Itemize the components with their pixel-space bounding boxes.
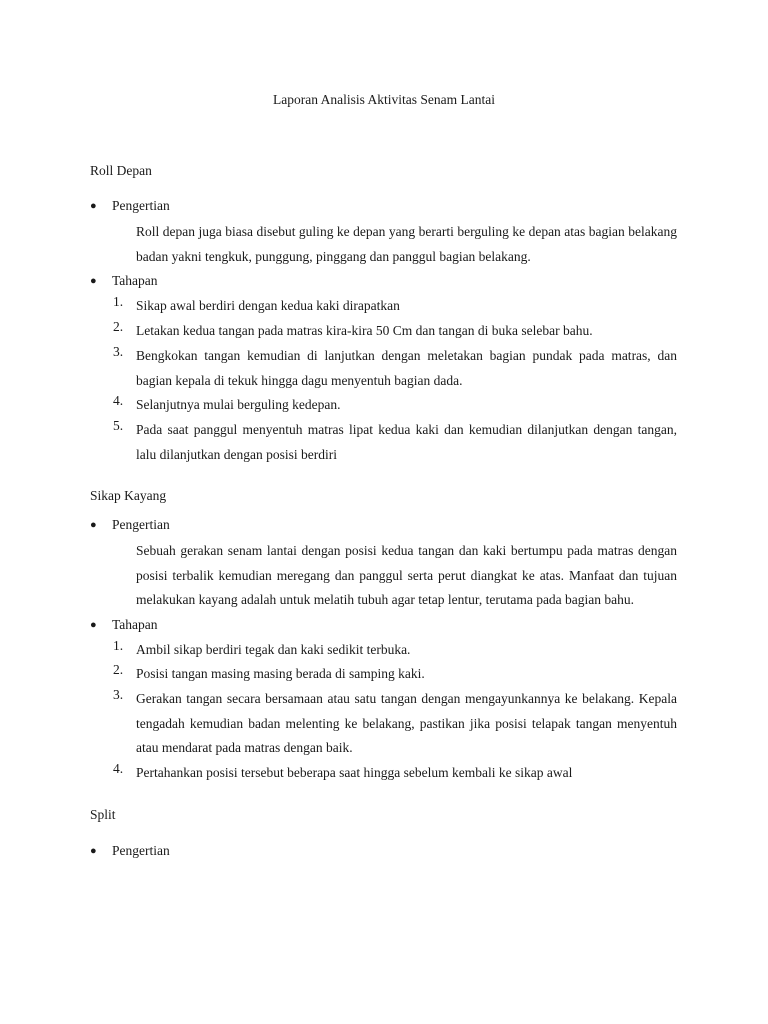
step-text: Letakan kedua tangan pada matras kira-kira 50 Cm dan tangan di buka selebar bahu. bbox=[136, 323, 593, 338]
bullet-item-tahapan bbox=[90, 617, 158, 633]
step-text: Pada saat panggul menyentuh matras lipat kedua kaki dan kemudian dilanjutkan dengan tangan, lalu dilanjutkan dengan posisi berdiri bbox=[136, 422, 677, 462]
bullet-icon: ● bbox=[90, 619, 97, 631]
step-number: 1. bbox=[113, 638, 124, 653]
numbered-step bbox=[113, 687, 677, 761]
numbered-step bbox=[113, 761, 677, 786]
step-text: Gerakan tangan secara bersamaan atau satu tangan dengan mengayunkannya ke belakang. Kepala tengadah kemudian badan melenting ke belakang, pastikan jika posisi telapak tangan menyentuh atau mendarat pada matras dengan baik. bbox=[136, 691, 677, 755]
bullet-icon: ● bbox=[90, 845, 97, 857]
step-text: Sikap awal berdiri dengan kedua kaki dirapatkan bbox=[136, 298, 400, 313]
numbered-step bbox=[113, 344, 677, 393]
step-number: 5. bbox=[113, 418, 124, 433]
bullet-label: Tahapan bbox=[112, 273, 158, 288]
step-text: Pertahankan posisi tersebut beberapa saat hingga sebelum kembali ke sikap awal bbox=[136, 765, 573, 780]
step-number: 3. bbox=[113, 344, 124, 359]
bullet-icon: ● bbox=[90, 275, 97, 287]
numbered-step bbox=[113, 638, 677, 663]
bullet-icon: ● bbox=[90, 200, 97, 212]
bullet-item-pengertian bbox=[90, 198, 170, 214]
step-text: Bengkokan tangan kemudian di lanjutkan dengan meletakan bagian pundak pada matras, dan bagian kepala di tekuk hingga dagu menyentuh bagian dada. bbox=[136, 348, 677, 388]
section-heading-sikap-kayang: Sikap Kayang bbox=[90, 488, 167, 503]
step-number: 2. bbox=[113, 662, 124, 677]
pengertian-paragraph: Roll depan juga biasa disebut guling ke depan yang berarti berguling ke depan atas bagian belakang badan yakni tengkuk, punggung, pinggang dan panggul bagian belakang. bbox=[136, 224, 677, 264]
bullet-item-pengertian bbox=[90, 517, 170, 533]
step-text: Ambil sikap berdiri tegak dan kaki sedikit terbuka. bbox=[136, 642, 411, 657]
numbered-step bbox=[113, 393, 677, 418]
bullet-label: Pengertian bbox=[112, 198, 170, 213]
step-text: Selanjutnya mulai berguling kedepan. bbox=[136, 397, 341, 412]
numbered-step bbox=[113, 319, 677, 344]
bullet-icon: ● bbox=[90, 519, 97, 531]
numbered-step bbox=[113, 662, 677, 687]
section-heading-roll-depan: Roll Depan bbox=[90, 163, 152, 178]
numbered-step bbox=[113, 294, 677, 319]
pengertian-paragraph: Sebuah gerakan senam lantai dengan posisi kedua tangan dan kaki bertumpu pada matras dengan posisi terbalik kemudian meregang dan panggul serta perut diangkat ke atas. Manfaat dan tujuan melakukan kayang adalah untuk melatih tubuh agar tetap lentur, terutama pada bagian bahu. bbox=[136, 543, 677, 607]
bullet-label: Tahapan bbox=[112, 617, 158, 632]
document-title: Laporan Analisis Aktivitas Senam Lantai bbox=[273, 92, 495, 107]
bullet-label: Pengertian bbox=[112, 843, 170, 858]
bullet-item-pengertian bbox=[90, 843, 170, 859]
numbered-step bbox=[113, 418, 677, 467]
step-number: 1. bbox=[113, 294, 124, 309]
bullet-label: Pengertian bbox=[112, 517, 170, 532]
bullet-item-tahapan bbox=[90, 273, 158, 289]
step-number: 3. bbox=[113, 687, 124, 702]
section-heading-split: Split bbox=[90, 807, 116, 822]
step-number: 4. bbox=[113, 393, 124, 408]
step-text: Posisi tangan masing masing berada di samping kaki. bbox=[136, 666, 425, 681]
step-number: 2. bbox=[113, 319, 124, 334]
step-number: 4. bbox=[113, 761, 124, 776]
